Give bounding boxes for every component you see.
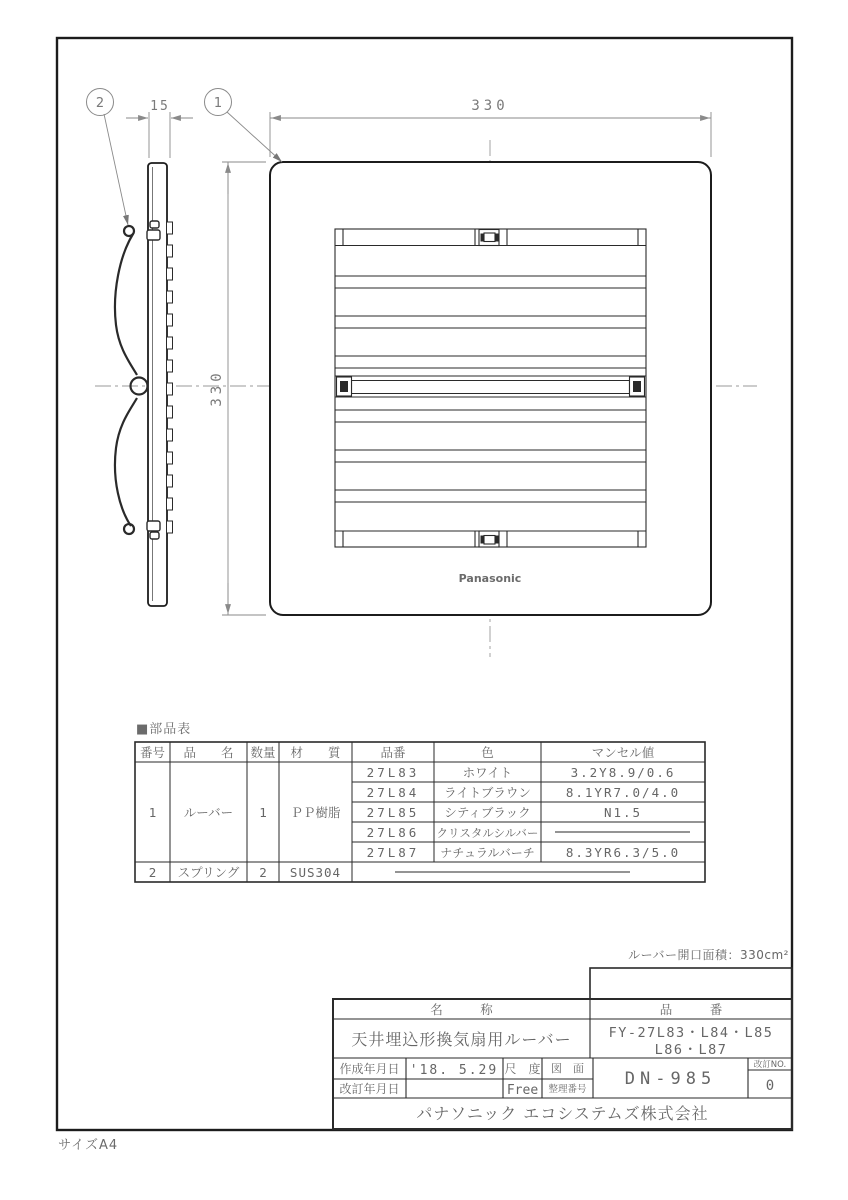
created-date-label: 作成年月日	[339, 1062, 400, 1076]
spring-material: SUS304	[289, 865, 342, 880]
side-view	[115, 163, 173, 606]
variant-partno: 27L85	[366, 805, 420, 820]
variant-partno: 27L83	[366, 765, 420, 780]
louver-no: 1	[148, 805, 157, 820]
balloon-spring-number: 2	[95, 96, 105, 111]
header-partno: 品番	[380, 745, 406, 760]
filing-label: 整理番号	[548, 1084, 587, 1095]
product-name: 天井埋込形換気扇用ルーバー	[351, 1030, 572, 1049]
part-no-label: 品 番	[659, 1002, 723, 1017]
louver-name: ルーバー	[183, 805, 234, 820]
louver-variants	[367, 765, 680, 860]
louver-material: ＰＰ樹脂	[290, 805, 341, 820]
clip-right	[630, 377, 645, 396]
variant-munsell: 8.1YR7.0/4.0	[565, 785, 681, 800]
product-part-no-line1: FY-27L83・L84・L85	[608, 1025, 774, 1041]
dimension-height	[209, 162, 266, 615]
header-material: 材 質	[290, 745, 341, 760]
variant-munsell: 3.2Y8.9/0.6	[570, 765, 676, 780]
parts-table	[135, 722, 705, 882]
product-part-no-line2: L86・L87	[654, 1042, 728, 1058]
louver-row	[149, 805, 341, 820]
parts-table-header	[140, 745, 655, 760]
company-name: パナソニック エコシステムズ株式会社	[416, 1104, 709, 1123]
title-block	[333, 968, 792, 1129]
brand-logo: Panasonic	[458, 572, 522, 585]
dimension-width	[270, 98, 711, 157]
variant-munsell: 8.3YR6.3/5.0	[565, 845, 681, 860]
louver-qty: 1	[259, 805, 267, 820]
dim-height-text: 330	[209, 369, 225, 407]
variant-color: シティブラック	[444, 805, 531, 820]
revision-number: 0	[765, 1078, 775, 1094]
header-no: 番号	[139, 745, 166, 760]
variant-partno: 27L84	[366, 785, 420, 800]
drawing-label: 図 面	[551, 1062, 584, 1075]
name-label: 名 称	[430, 1002, 493, 1017]
revision-label: 改訂NO.	[753, 1060, 787, 1070]
variant-color: ライトブラウン	[444, 785, 531, 800]
variant-partno: 27L86	[366, 825, 420, 840]
balloon-front-number: 1	[213, 96, 223, 111]
variant-partno: 27L87	[366, 845, 420, 860]
spring-name: スプリング	[177, 865, 240, 880]
balloon-spring	[87, 89, 129, 226]
spring-no: 2	[148, 865, 157, 880]
variant-color: ホワイト	[462, 765, 513, 780]
variant-munsell: N1.5	[603, 805, 643, 820]
created-date-value: '18. 5.29	[409, 1063, 499, 1078]
revised-date-label: 改訂年月日	[339, 1082, 400, 1096]
clip-top	[479, 230, 499, 246]
variant-color: ナチュラルバーチ	[440, 846, 535, 860]
dim-width-text: 330	[471, 98, 509, 114]
sheet-size-label: サイズA4	[58, 1138, 119, 1153]
front-view	[270, 162, 711, 615]
parts-table-title: ■部品表	[136, 722, 192, 737]
drawing-number: DN-985	[624, 1069, 717, 1089]
dim-depth-text: 15	[150, 99, 170, 114]
spring-qty: 2	[259, 865, 267, 880]
variant-color: クリスタルシルバー	[436, 826, 539, 840]
spring	[115, 226, 148, 534]
opening-area-note: ルーバー開口面積：330cm²	[628, 948, 789, 962]
header-name: 品 名	[183, 745, 234, 760]
clip-bottom	[479, 531, 499, 547]
header-qty: 数量	[250, 745, 276, 760]
header-munsell: マンセル値	[591, 745, 655, 760]
scale-label: 尺 度	[504, 1062, 541, 1076]
clip-left	[337, 377, 352, 396]
scale-value: Free	[506, 1083, 539, 1098]
header-color: 色	[481, 745, 494, 760]
spring-row	[149, 865, 341, 880]
dimension-depth	[126, 99, 193, 158]
